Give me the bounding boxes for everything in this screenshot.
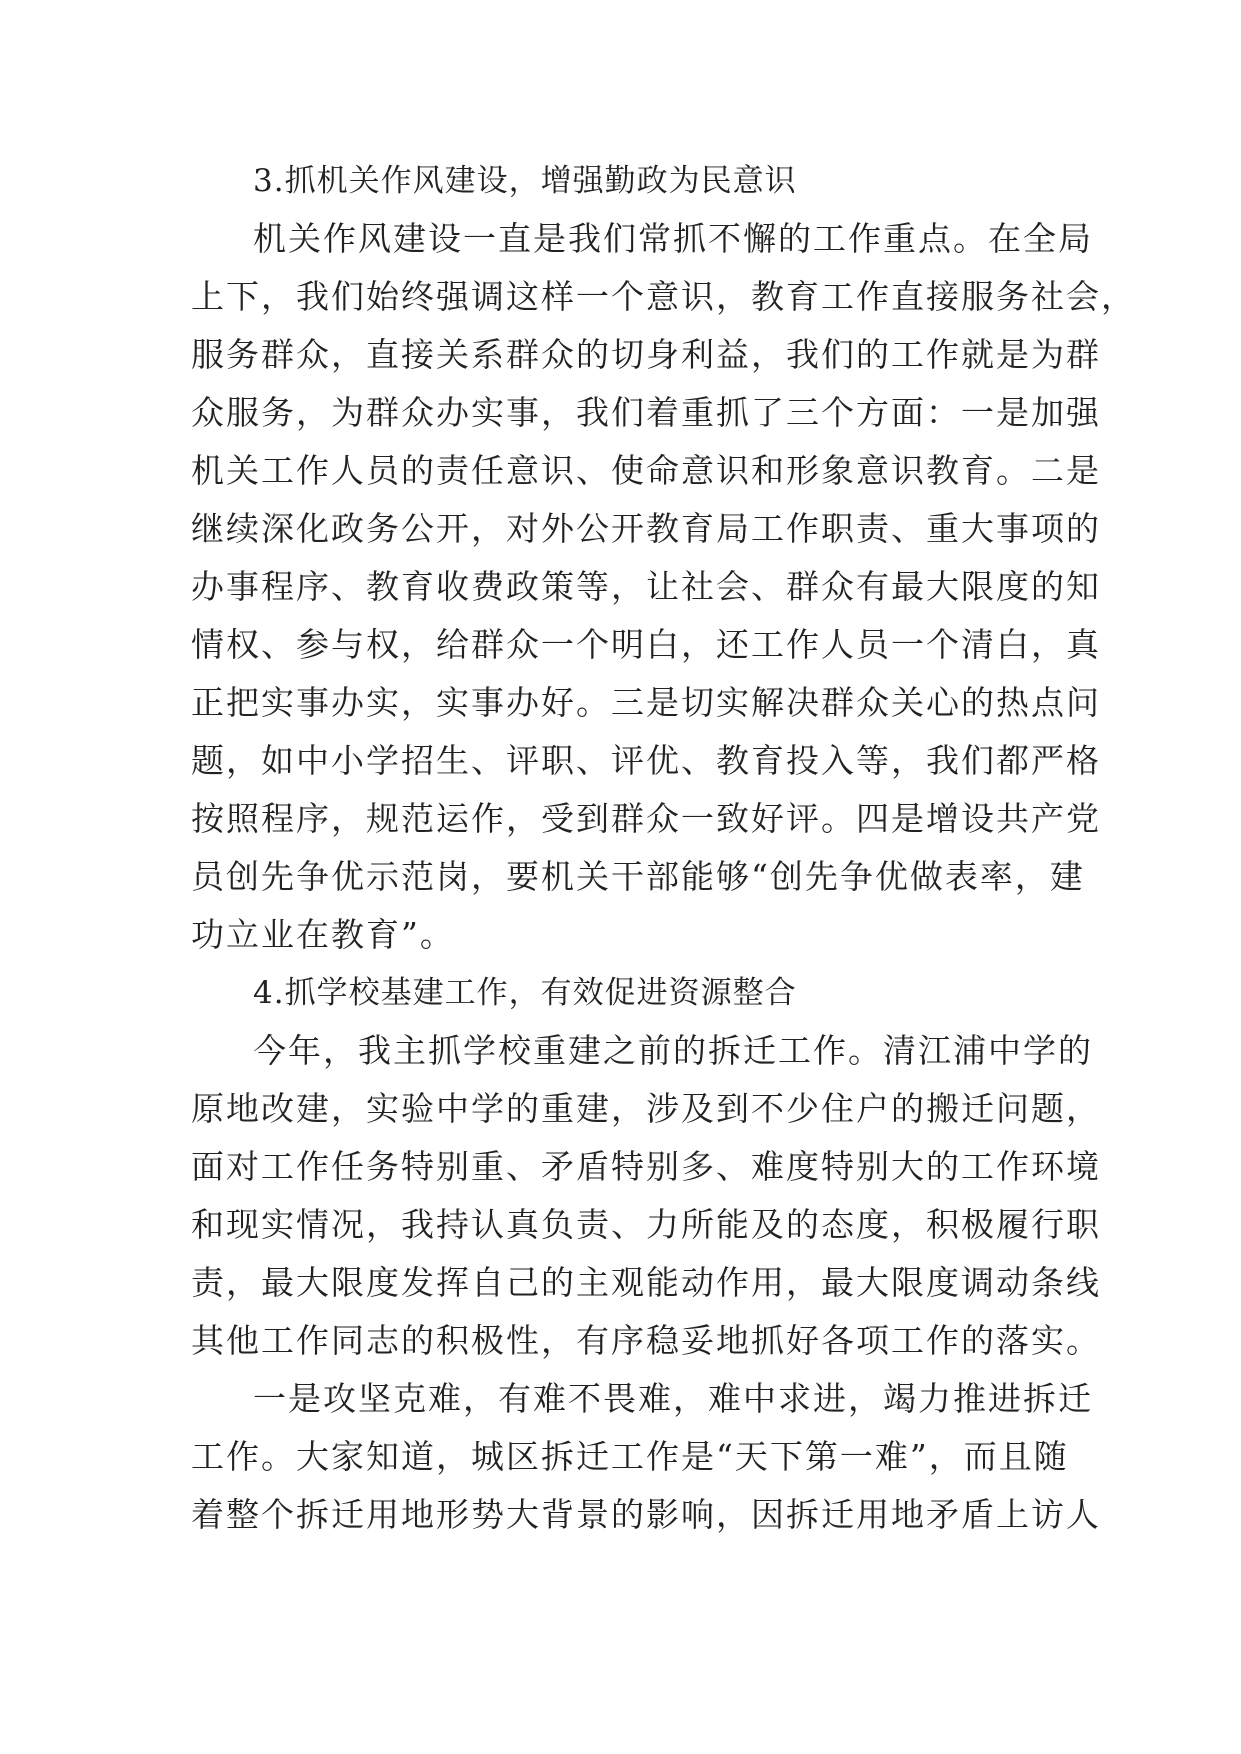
section-heading-3: 3.抓机关作风建设，增强勤政为民意识 [253,163,797,199]
paragraph-line: 服务群众，直接关系群众的切身利益，我们的工作就是为群 [191,335,1101,374]
paragraph-line: 一是攻坚克难，有难不畏难，难中求进，竭力推进拆迁 [253,1379,1093,1418]
paragraph-line: 原地改建，实验中学的重建，涉及到不少住户的搬迁问题， [191,1089,1101,1128]
paragraph-line: 众服务，为群众办实事，我们着重抓了三个方面：一是加强 [191,393,1101,432]
paragraph-line: 题，如中小学招生、评职、评优、教育投入等，我们都严格 [191,741,1101,780]
paragraph-line: 正把实事办实，实事办好。三是切实解决群众关心的热点问 [191,683,1101,722]
paragraph-line: 机关作风建设一直是我们常抓不懈的工作重点。在全局 [253,219,1093,258]
paragraph-line: 继续深化政务公开，对外公开教育局工作职责、重大事项的 [191,509,1101,548]
paragraph-line: 今年，我主抓学校重建之前的拆迁工作。清江浦中学的 [253,1031,1093,1070]
section-heading-4: 4.抓学校基建工作，有效促进资源整合 [253,975,797,1011]
paragraph-line: 情权、参与权，给群众一个明白，还工作人员一个清白，真 [191,625,1101,664]
paragraph-line: 机关工作人员的责任意识、使命意识和形象意识教育。二是 [191,451,1101,490]
paragraph-line: 责，最大限度发挥自己的主观能动作用，最大限度调动条线 [191,1263,1101,1302]
paragraph-line: 和现实情况，我持认真负责、力所能及的态度，积极履行职 [191,1205,1101,1244]
paragraph-line: 其他工作同志的积极性，有序稳妥地抓好各项工作的落实。 [191,1321,1101,1360]
paragraph-line: 办事程序、教育收费政策等，让社会、群众有最大限度的知 [191,567,1101,606]
document-body [191,152,1136,1544]
paragraph-line: 着整个拆迁用地形势大背景的影响，因拆迁用地矛盾上访人 [191,1495,1101,1534]
paragraph-line: 上下，我们始终强调这样一个意识，教育工作直接服务社会， [191,277,1136,316]
paragraph-line: 员创先争优示范岗，要机关干部能够“创先争优做表率，建 [191,857,1085,896]
paragraph-line: 按照程序，规范运作，受到群众一致好评。四是增设共产党 [191,799,1101,838]
paragraph-line: 工作。大家知道，城区拆迁工作是“天下第一难”，而且随 [191,1437,1069,1476]
paragraph-line: 面对工作任务特别重、矛盾特别多、难度特别大的工作环境 [191,1147,1101,1186]
paragraph-line: 功立业在教育”。 [191,915,455,954]
